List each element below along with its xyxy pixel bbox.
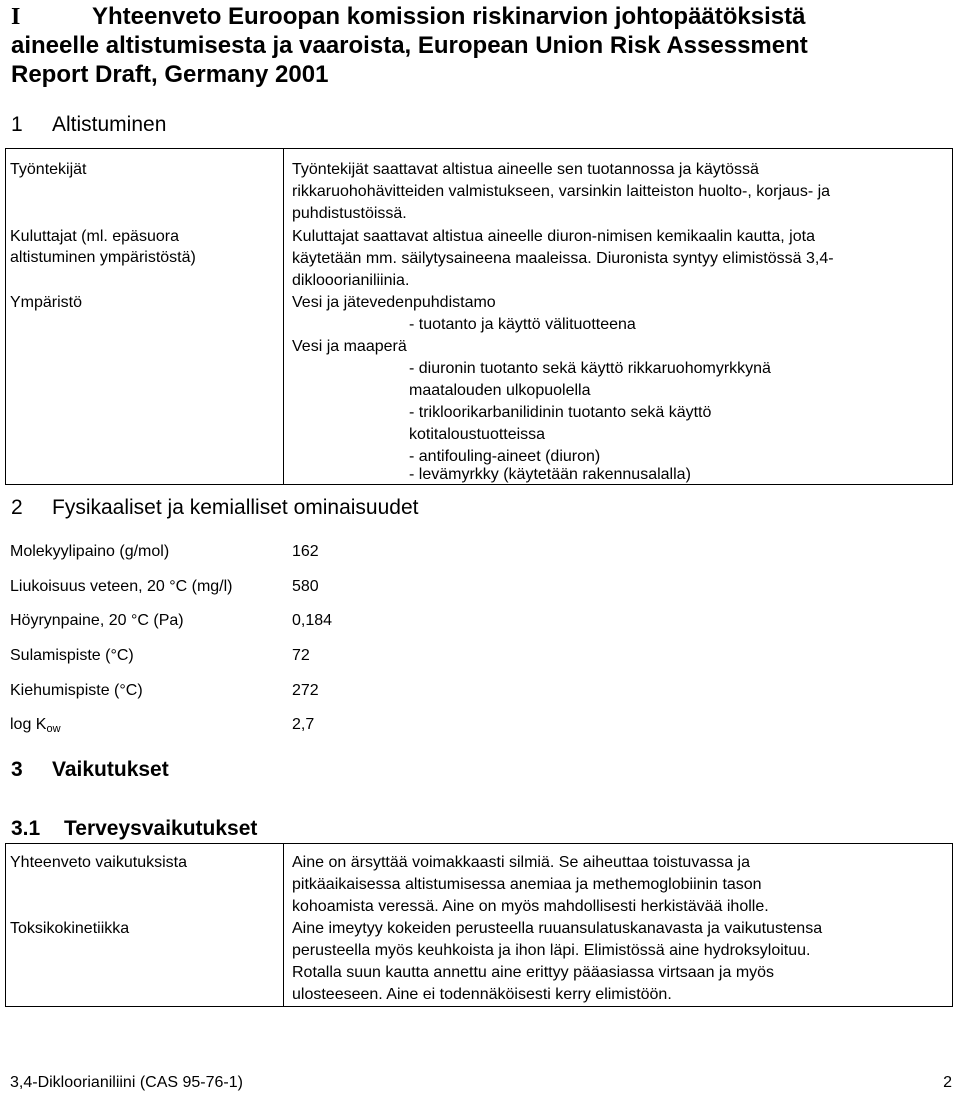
workers-text-line: rikkaruohohävitteiden valmistukseen, varsinkin laitteiston huolto-, korjaus- ja [292, 183, 831, 200]
environment-item: - trikloorikarbanilidinin tuotanto sekä käyttö [409, 404, 712, 421]
consumers-text-line: Kuluttajat saattavat altistua aineelle diuron-nimisen kemikaalin kautta, jota [292, 228, 815, 245]
property-value: 72 [292, 647, 310, 664]
property-label: Molekyylipaino (g/mol) [10, 543, 170, 560]
property-label: Kiehumispiste (°C) [10, 682, 143, 699]
section-2-number: 2 [11, 496, 23, 519]
exposure-table-bottom-border [5, 484, 953, 485]
consumers-label: Kuluttajat (ml. epäsuora [10, 228, 179, 245]
footer-document-id: 3,4-Dikloorianiliini (CAS 95-76-1) [10, 1074, 243, 1091]
footer-page-number: 2 [943, 1074, 952, 1091]
section-3-number: 3 [11, 758, 23, 781]
toxicokinetics-text-line: ulosteeseen. Aine ei todennäköisesti kerry elimistöön. [292, 986, 672, 1003]
section-3-title: Vaikutukset [52, 758, 169, 781]
consumers-text-line: käytetään mm. säilytysaineena maaleissa. Diuronista syntyy elimistössä 3,4- [292, 250, 834, 267]
environment-item: - tuotanto ja käyttö välituotteena [409, 316, 636, 333]
toxicokinetics-text-line: perusteella myös keuhkoista ja ihon läpi. Elimistössä aine hydroksyloituu. [292, 942, 811, 959]
property-label: Liukoisuus veteen, 20 °C (mg/l) [10, 578, 233, 595]
health-table-top-border [5, 843, 953, 844]
exposure-table-top-border [5, 148, 953, 149]
health-table-divider [283, 843, 284, 1007]
document-title-line-1: Yhteenveto Euroopan komission riskinarvion johtopäätöksistä [92, 3, 806, 30]
section-1-number: 1 [11, 113, 23, 136]
section-2-title: Fysikaaliset ja kemialliset ominaisuudet [52, 496, 419, 519]
exposure-table-right-border [952, 148, 953, 485]
property-label-subscript: ow [46, 723, 61, 735]
section-roman-numeral: I [11, 4, 21, 30]
property-label-logkow [10, 714, 61, 740]
property-value: 580 [292, 578, 319, 595]
document-title-line-3: Report Draft, Germany 2001 [11, 61, 329, 88]
property-value: 0,184 [292, 612, 333, 629]
workers-label: Työntekijät [10, 161, 87, 178]
environment-item: kotitaloustuotteissa [409, 426, 546, 443]
section-3-1-number: 3.1 [11, 817, 41, 840]
property-value: 162 [292, 543, 319, 560]
property-value: 2,7 [292, 716, 315, 733]
environment-label: Ympäristö [10, 294, 83, 311]
summary-text-line: Aine on ärsyttää voimakkaasti silmiä. Se aiheuttaa toistuvassa ja [292, 854, 751, 871]
health-table-left-border [5, 843, 6, 1007]
property-label: Höyrynpaine, 20 °C (Pa) [10, 612, 184, 629]
environment-item: - antifouling-aineet (diuron) [409, 448, 601, 465]
environment-item: Vesi ja jätevedenpuhdistamo [292, 294, 496, 311]
summary-text-line: kohoamista veressä. Aine on myös mahdollisesti herkistävää iholle. [292, 898, 769, 915]
environment-item: maatalouden ulkopuolella [409, 382, 591, 399]
workers-text-line: Työntekijät saattavat altistua aineelle sen tuotannossa ja käytössä [292, 161, 759, 178]
section-3-1-title: Terveysvaikutukset [64, 817, 258, 840]
property-value: 272 [292, 682, 319, 699]
summary-text-line: pitkäaikaisessa altistumisessa anemiaa ja methemoglobiinin tason [292, 876, 762, 893]
toxicokinetics-text-line: Aine imeytyy kokeiden perusteella ruuansulatuskanavasta ja vaikutustensa [292, 920, 823, 937]
toxicokinetics-label: Toksikokinetiikka [10, 920, 130, 937]
environment-item: - levämyrkky (käytetään rakennusalalla) [409, 466, 691, 483]
summary-label: Yhteenveto vaikutuksista [10, 854, 187, 871]
property-label: log K [10, 716, 47, 733]
exposure-table-left-border [5, 148, 6, 485]
workers-text-line: puhdistustöissä. [292, 205, 407, 222]
section-1-title: Altistuminen [52, 113, 167, 136]
toxicokinetics-text-line: Rotalla suun kautta annettu aine erittyy pääasiassa virtsaan ja myös [292, 964, 775, 981]
consumers-text-line: diklooorianiliinia. [292, 272, 410, 289]
property-label: Sulamispiste (°C) [10, 647, 134, 664]
environment-item: - diuronin tuotanto sekä käyttö rikkaruohomyrkkynä [409, 360, 771, 377]
health-table-right-border [952, 843, 953, 1007]
health-table-bottom-border [5, 1006, 953, 1007]
exposure-table-divider [283, 148, 284, 485]
document-title-line-2: aineelle altistumisesta ja vaaroista, European Union Risk Assessment [11, 32, 808, 59]
environment-item: Vesi ja maaperä [292, 338, 407, 355]
consumers-label: altistuminen ympäristöstä) [10, 249, 196, 266]
